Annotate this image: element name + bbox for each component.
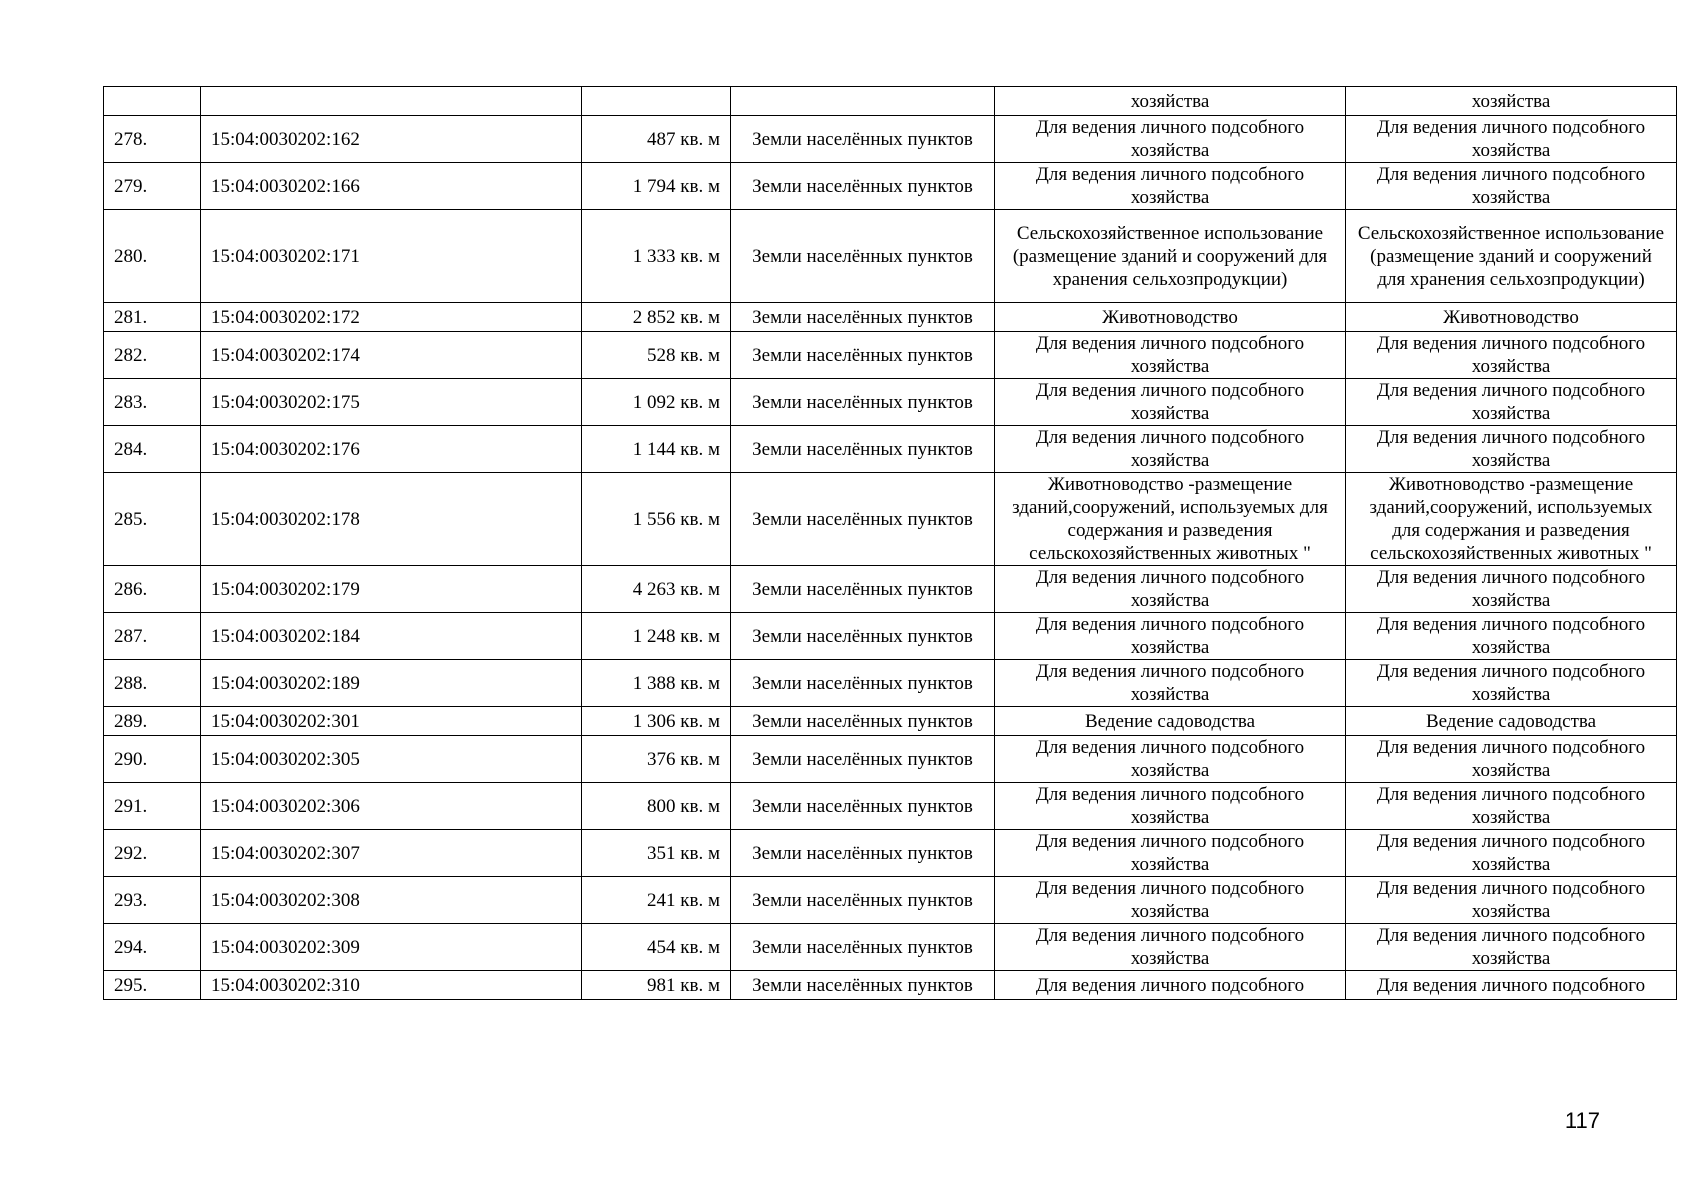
area-cell: 454 кв. м (582, 924, 731, 971)
permitted-use-cell-2: Для ведения личного подсобного (1346, 971, 1677, 1000)
permitted-use-cell: хозяйства (995, 87, 1346, 116)
area-cell: 1 333 кв. м (582, 210, 731, 303)
land-category-cell: Земли населённых пунктов (731, 303, 995, 332)
page-number: 117 (1564, 1108, 1600, 1133)
cadastral-number-cell: 15:04:0030202:174 (201, 332, 582, 379)
area-cell: 487 кв. м (582, 116, 731, 163)
permitted-use-cell-2: Ведение садоводства (1346, 707, 1677, 736)
cadastral-number-cell: 15:04:0030202:171 (201, 210, 582, 303)
permitted-use-cell-2: Для ведения личного подсобного хозяйства (1346, 660, 1677, 707)
table-row (104, 613, 1677, 660)
row-number-cell: 279. (104, 163, 201, 210)
cadastral-number-cell: 15:04:0030202:301 (201, 707, 582, 736)
permitted-use-cell: Для ведения личного подсобного хозяйства (995, 924, 1346, 971)
cadastral-number-cell: 15:04:0030202:306 (201, 783, 582, 830)
land-category-cell: Земли населённых пунктов (731, 379, 995, 426)
permitted-use-cell-2: Для ведения личного подсобного хозяйства (1346, 613, 1677, 660)
cadastral-number-cell: 15:04:0030202:309 (201, 924, 582, 971)
land-category-cell: Земли населённых пунктов (731, 830, 995, 877)
row-number-cell: 286. (104, 566, 201, 613)
permitted-use-cell-2: Для ведения личного подсобного хозяйства (1346, 163, 1677, 210)
row-number-cell: 282. (104, 332, 201, 379)
land-category-cell: Земли населённых пунктов (731, 877, 995, 924)
land-category-cell: Земли населённых пунктов (731, 163, 995, 210)
permitted-use-cell: Для ведения личного подсобного хозяйства (995, 613, 1346, 660)
permitted-use-cell: Животноводство (995, 303, 1346, 332)
row-number-cell: 289. (104, 707, 201, 736)
table-row (104, 303, 1677, 332)
permitted-use-cell: Животноводство -размещение зданий,сооружений, используемых для содержания и разведения сельскохозяйственных животных " (995, 473, 1346, 566)
cadastral-number-cell (201, 87, 582, 116)
permitted-use-cell: Ведение садоводства (995, 707, 1346, 736)
row-number-cell: 284. (104, 426, 201, 473)
table-row (104, 924, 1677, 971)
land-category-cell: Земли населённых пунктов (731, 707, 995, 736)
land-registry-table (103, 86, 1677, 1000)
cadastral-number-cell: 15:04:0030202:162 (201, 116, 582, 163)
permitted-use-cell: Для ведения личного подсобного хозяйства (995, 830, 1346, 877)
cadastral-number-cell: 15:04:0030202:172 (201, 303, 582, 332)
permitted-use-cell: Для ведения личного подсобного хозяйства (995, 379, 1346, 426)
area-cell: 800 кв. м (582, 783, 731, 830)
cadastral-number-cell: 15:04:0030202:178 (201, 473, 582, 566)
row-number-cell: 293. (104, 877, 201, 924)
land-category-cell: Земли населённых пунктов (731, 783, 995, 830)
row-number-cell: 294. (104, 924, 201, 971)
land-category-cell: Земли населённых пунктов (731, 924, 995, 971)
cadastral-number-cell: 15:04:0030202:176 (201, 426, 582, 473)
permitted-use-cell: Для ведения личного подсобного хозяйства (995, 332, 1346, 379)
cadastral-number-cell: 15:04:0030202:308 (201, 877, 582, 924)
row-number-cell: 288. (104, 660, 201, 707)
table-row (104, 473, 1677, 566)
land-category-cell: Земли населённых пунктов (731, 566, 995, 613)
table-row (104, 332, 1677, 379)
land-category-cell: Земли населённых пунктов (731, 473, 995, 566)
table-row (104, 116, 1677, 163)
row-number-cell: 281. (104, 303, 201, 332)
row-number-cell: 290. (104, 736, 201, 783)
row-number-cell (104, 87, 201, 116)
permitted-use-cell: Для ведения личного подсобного хозяйства (995, 736, 1346, 783)
permitted-use-cell: Для ведения личного подсобного хозяйства (995, 426, 1346, 473)
area-cell: 4 263 кв. м (582, 566, 731, 613)
area-cell: 1 092 кв. м (582, 379, 731, 426)
area-cell: 1 794 кв. м (582, 163, 731, 210)
table-row (104, 163, 1677, 210)
permitted-use-cell-2: Для ведения личного подсобного хозяйства (1346, 426, 1677, 473)
area-cell: 1 248 кв. м (582, 613, 731, 660)
cadastral-number-cell: 15:04:0030202:307 (201, 830, 582, 877)
area-cell: 1 306 кв. м (582, 707, 731, 736)
row-number-cell: 283. (104, 379, 201, 426)
row-number-cell: 287. (104, 613, 201, 660)
permitted-use-cell: Для ведения личного подсобного хозяйства (995, 163, 1346, 210)
area-cell: 351 кв. м (582, 830, 731, 877)
land-category-cell: Земли населённых пунктов (731, 426, 995, 473)
area-cell: 376 кв. м (582, 736, 731, 783)
area-cell: 528 кв. м (582, 332, 731, 379)
table-row (104, 971, 1677, 1000)
table-row (104, 830, 1677, 877)
table-row (104, 87, 1677, 116)
permitted-use-cell-2: Сельскохозяйственное использование (размещение зданий и сооружений для хранения сельхозпродукции) (1346, 210, 1677, 303)
area-cell: 1 388 кв. м (582, 660, 731, 707)
land-category-cell: Земли населённых пунктов (731, 332, 995, 379)
table-row (104, 783, 1677, 830)
land-category-cell: Земли населённых пунктов (731, 613, 995, 660)
permitted-use-cell-2: Для ведения личного подсобного хозяйства (1346, 924, 1677, 971)
area-cell (582, 87, 731, 116)
permitted-use-cell-2: Животноводство (1346, 303, 1677, 332)
permitted-use-cell-2: Для ведения личного подсобного хозяйства (1346, 379, 1677, 426)
permitted-use-cell-2: хозяйства (1346, 87, 1677, 116)
table-body (104, 87, 1677, 1000)
permitted-use-cell-2: Для ведения личного подсобного хозяйства (1346, 877, 1677, 924)
permitted-use-cell-2: Для ведения личного подсобного хозяйства (1346, 830, 1677, 877)
table-row (104, 736, 1677, 783)
area-cell: 2 852 кв. м (582, 303, 731, 332)
row-number-cell: 280. (104, 210, 201, 303)
land-category-cell: Земли населённых пунктов (731, 736, 995, 783)
permitted-use-cell: Для ведения личного подсобного хозяйства (995, 116, 1346, 163)
area-cell: 1 556 кв. м (582, 473, 731, 566)
land-category-cell: Земли населённых пунктов (731, 971, 995, 1000)
area-cell: 241 кв. м (582, 877, 731, 924)
table-row (104, 379, 1677, 426)
area-cell: 981 кв. м (582, 971, 731, 1000)
cadastral-number-cell: 15:04:0030202:310 (201, 971, 582, 1000)
table-row (104, 210, 1677, 303)
row-number-cell: 292. (104, 830, 201, 877)
cadastral-number-cell: 15:04:0030202:175 (201, 379, 582, 426)
area-cell: 1 144 кв. м (582, 426, 731, 473)
permitted-use-cell: Для ведения личного подсобного хозяйства (995, 783, 1346, 830)
land-category-cell: Земли населённых пунктов (731, 660, 995, 707)
table-row (104, 566, 1677, 613)
cadastral-number-cell: 15:04:0030202:305 (201, 736, 582, 783)
permitted-use-cell-2: Животноводство -размещение зданий,сооружений, используемых для содержания и разведения сельскохозяйственных животных " (1346, 473, 1677, 566)
permitted-use-cell: Для ведения личного подсобного хозяйства (995, 566, 1346, 613)
row-number-cell: 295. (104, 971, 201, 1000)
row-number-cell: 285. (104, 473, 201, 566)
cadastral-number-cell: 15:04:0030202:179 (201, 566, 582, 613)
permitted-use-cell-2: Для ведения личного подсобного хозяйства (1346, 783, 1677, 830)
cadastral-number-cell: 15:04:0030202:189 (201, 660, 582, 707)
table-row (104, 877, 1677, 924)
permitted-use-cell: Сельскохозяйственное использование (размещение зданий и сооружений для хранения сельхозпродукции) (995, 210, 1346, 303)
land-category-cell (731, 87, 995, 116)
table-row (104, 707, 1677, 736)
permitted-use-cell: Для ведения личного подсобного хозяйства (995, 877, 1346, 924)
land-category-cell: Земли населённых пунктов (731, 210, 995, 303)
table-row (104, 426, 1677, 473)
permitted-use-cell-2: Для ведения личного подсобного хозяйства (1346, 116, 1677, 163)
permitted-use-cell: Для ведения личного подсобного хозяйства (995, 660, 1346, 707)
permitted-use-cell-2: Для ведения личного подсобного хозяйства (1346, 736, 1677, 783)
row-number-cell: 291. (104, 783, 201, 830)
cadastral-number-cell: 15:04:0030202:166 (201, 163, 582, 210)
table-row (104, 660, 1677, 707)
land-category-cell: Земли населённых пунктов (731, 116, 995, 163)
permitted-use-cell-2: Для ведения личного подсобного хозяйства (1346, 566, 1677, 613)
cadastral-number-cell: 15:04:0030202:184 (201, 613, 582, 660)
permitted-use-cell-2: Для ведения личного подсобного хозяйства (1346, 332, 1677, 379)
row-number-cell: 278. (104, 116, 201, 163)
permitted-use-cell: Для ведения личного подсобного (995, 971, 1346, 1000)
